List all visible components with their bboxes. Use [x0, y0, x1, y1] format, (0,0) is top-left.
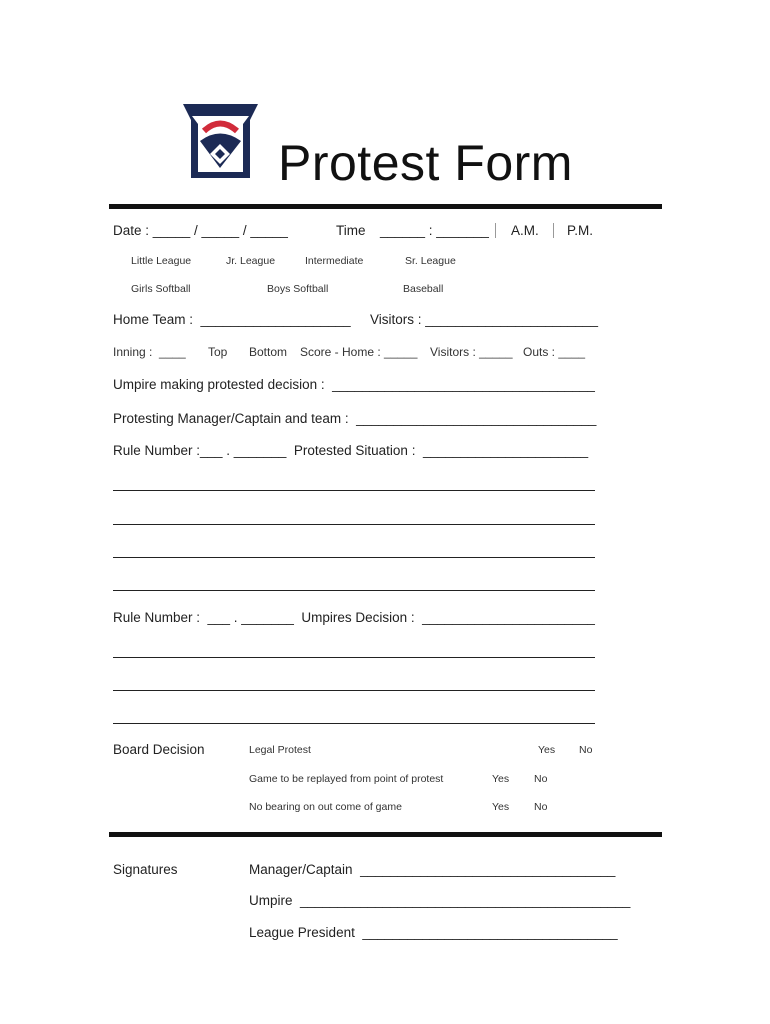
- division-sr-league[interactable]: Sr. League: [405, 255, 456, 267]
- home-team-field[interactable]: Home Team : ____________________: [113, 312, 351, 327]
- protest-line-2[interactable]: [113, 524, 595, 525]
- legal-protest-yes[interactable]: Yes: [538, 744, 556, 756]
- board-decision-label: Board Decision: [113, 742, 205, 757]
- rule-number-umpire-field[interactable]: Rule Number : ___ . _______ Umpires Decision : _______________________: [113, 610, 595, 625]
- outs-field[interactable]: Outs : ____: [523, 345, 586, 359]
- president-signature-field[interactable]: League President __________________________________: [249, 925, 618, 940]
- division-little-league[interactable]: Little League: [131, 255, 192, 267]
- umpire-line-1[interactable]: [113, 657, 595, 658]
- score-home-field[interactable]: Score - Home : _____: [300, 345, 418, 359]
- protest-line-1[interactable]: [113, 490, 595, 491]
- umpire-signature-field[interactable]: Umpire ____________________________________________: [249, 893, 631, 908]
- signatures-label: Signatures: [113, 862, 178, 877]
- top-option[interactable]: Top: [208, 345, 228, 359]
- visitors-team-field[interactable]: Visitors : _______________________: [370, 312, 598, 327]
- division-boys-softball[interactable]: Boys Softball: [267, 283, 329, 295]
- no-bearing-no[interactable]: No: [534, 801, 548, 813]
- time-label: Time: [336, 223, 366, 238]
- division-girls-softball[interactable]: Girls Softball: [131, 283, 191, 295]
- little-league-logo: [180, 98, 261, 183]
- board-row-legal-protest: Legal Protest: [249, 744, 311, 756]
- inning-field[interactable]: Inning : ____: [113, 345, 186, 359]
- division-jr-league[interactable]: Jr. League: [226, 255, 276, 267]
- board-row-no-bearing: No bearing on out come of game: [249, 801, 402, 813]
- am-divider: [495, 223, 496, 238]
- protesting-manager-field[interactable]: Protesting Manager/Captain and team : ________________________________: [113, 411, 597, 426]
- board-row-replay: Game to be replayed from point of protest: [249, 773, 444, 785]
- manager-signature-field[interactable]: Manager/Captain __________________________________: [249, 862, 616, 877]
- protest-line-4[interactable]: [113, 590, 595, 591]
- umpire-decision-field[interactable]: Umpire making protested decision : ___________________________________: [113, 377, 595, 392]
- replay-yes[interactable]: Yes: [492, 773, 510, 785]
- replay-no[interactable]: No: [534, 773, 548, 785]
- signature-divider: [109, 832, 662, 837]
- umpire-line-2[interactable]: [113, 690, 595, 691]
- pm-option[interactable]: P.M.: [567, 223, 594, 238]
- score-visitors-field[interactable]: Visitors : _____: [430, 345, 513, 359]
- pm-divider: [553, 223, 554, 238]
- legal-protest-no[interactable]: No: [579, 744, 593, 756]
- date-field[interactable]: Date : _____ / _____ / _____: [113, 223, 288, 238]
- no-bearing-yes[interactable]: Yes: [492, 801, 510, 813]
- division-intermediate[interactable]: Intermediate: [305, 255, 364, 267]
- bottom-option[interactable]: Bottom: [249, 345, 288, 359]
- am-option[interactable]: A.M.: [511, 223, 539, 238]
- time-field[interactable]: ______ : _______: [380, 223, 489, 238]
- umpire-line-3[interactable]: [113, 723, 595, 724]
- protest-line-3[interactable]: [113, 557, 595, 558]
- page-title: Protest Form: [278, 135, 573, 191]
- header-divider: [109, 204, 662, 209]
- rule-number-protested-field[interactable]: Rule Number :___ . _______ Protested Situation : ______________________: [113, 443, 589, 458]
- division-baseball[interactable]: Baseball: [403, 283, 444, 295]
